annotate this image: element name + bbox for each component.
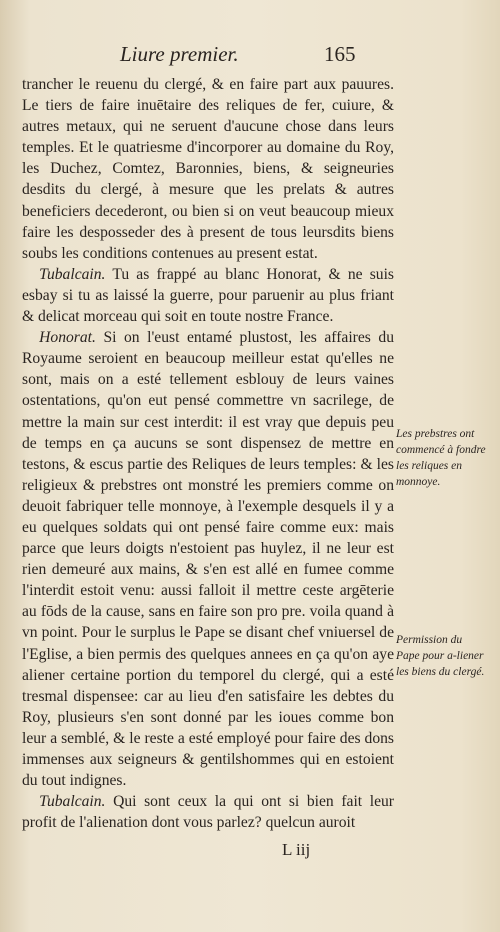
speaker-name: Tubalcain. [39,793,106,811]
body-text [22,74,394,833]
page-number: 165 [324,42,356,66]
margin-note: Permission du Pape pour a-liener les biens du clergé. [396,634,485,678]
paragraph: trancher le reuenu du clergé, & en faire part aux pauures. Le tiers de faire inuētaire des reliques de fer, cuiure, & autres metaux, qui ne seruent d'aucune chose dans leurs temples. Et le quatriesme d'incorporer au domaine du Roy, les Duchez, Comtez, Baronnies, biens, & seigneuries desdits du clergé, à mesure que les prelats & autres beneficiers decederont, ou bien si on veut beaucoup mieux faire les desposseder des à present de tous leursdits biens soubs les conditions contenues au present estat. [22,76,394,262]
speaker-name: Honorat. [39,329,96,347]
speaker-name: Tubalcain. [39,265,106,283]
speech-text: Si on l'eust entamé plustost, les affaires du Royaume seroient en beaucoup meilleur estat qu'elles ne sont, mais on a esté tellement esblouy de leurs vaines ostentations, qu'on eut pensé commettre vn sacrilege, de mettre la main sur cest interdit: il est vray que depuis peu de temps en ça aucuns se sont dispensez de mettre en testons, & escus partie des Reliques de leurs temples: & les religieux & prebstres ont monstré les premiers comme on deuoit fabriquer telle monnoye, à l'exemple desquels il y a eu quelques soldats qui ont pensé faire comme eux: mais parce que leurs doigts n'estoient pas huylez, il ne leur est rien demeuré aux mains, & s'en est allé en fumee comme l'interdit estoit venu: aussi falloit il mettre ceste argēterie au fōds de la cause, sans en faire son pro pre. voila quand à vn point. Pour le surplus le Pape se disant chef vniuersel de l'Eglise, a bien permis des quelques annees en ça qu'on aye aliener certaine portion du temporel du clergé, qui a esté tresmal dispensee: car au lieu d'en satisfaire les debtes du Roy, plusieurs s'en sont donné par les ioues comme bon leur a semblé, & le reste a esté employé pour faire des dons immenses aux seigneurs & gentilshommes qui en estoient du tout indignes. [22,329,394,790]
speech-text: Qui sont ceux la qui ont si bien fait leur profit de l'alienation dont vous parlez? quelcun auroit [22,793,394,832]
speech-text: Tu as frappé au blanc Honorat, & ne suis esbay si tu as laissé la guerre, pour paruenir au plus friant & delicat morceau qui soit en toute nostre France. [22,265,394,326]
signature-mark: L iij [282,840,311,859]
margin-note: Les prebstres ont commencé à fondre les reliques en monnoye. [396,428,486,488]
paragraph [22,327,394,791]
paragraph [22,264,394,327]
running-title: Liure premier. [120,42,239,66]
paragraph [22,791,394,833]
